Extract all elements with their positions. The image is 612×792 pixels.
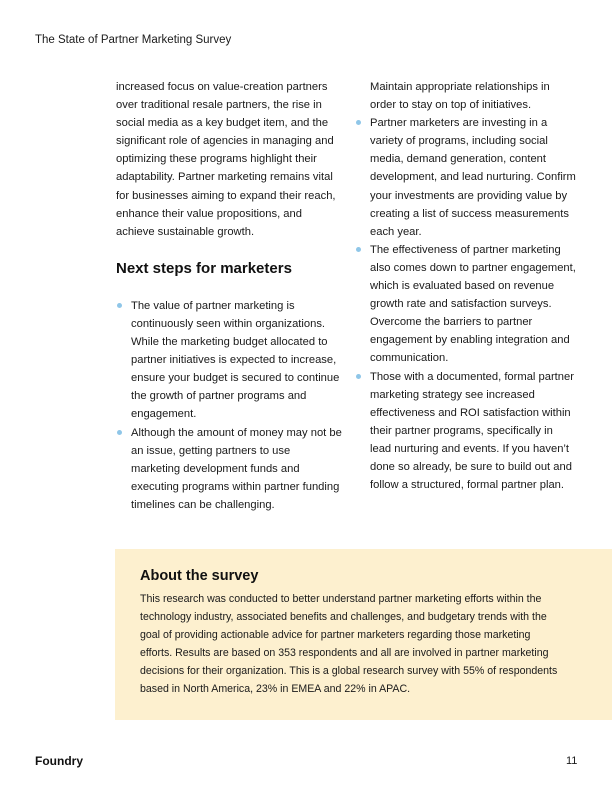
- bullet-text: Partner marketers are investing in a variety of programs, including social media, demand generation, content development, and lead nurturing. Confirm your investments are providing value by creating a list of success measurements each year.: [370, 117, 576, 238]
- bullet-dot-icon: [356, 247, 361, 252]
- bullet-item: [355, 368, 577, 495]
- right-column: [355, 78, 577, 494]
- about-survey-text: This research was conducted to better understand partner marketing efforts within the technology industry, associated benefits and challenges, and budgetary trends with the goal of providing actionable advice for partner marketers regarding those marketing efforts. Results are based on 353 respondents and all are involved in partner marketing decisions for their organization. This is a global research survey with 55% of respondents based in North America, 23% in EMEA and 22% in APAC.: [140, 593, 558, 696]
- bullet-text: The effectiveness of partner marketing also comes down to partner engagement, which is evaluated based on revenue growth rate and satisfaction surveys. Overcome the barriers to partner engagement by enabling integration and communication.: [370, 243, 576, 365]
- about-survey-box: [115, 549, 612, 720]
- next-steps-bullet-list: [116, 297, 342, 514]
- page-number: 11: [566, 755, 578, 767]
- bullet-item: [355, 241, 577, 368]
- bullet-dot-icon: [117, 303, 122, 308]
- bullet-dot-icon: [356, 374, 361, 379]
- bullet-item: [116, 424, 342, 514]
- bullet-text: Although the amount of money may not be an issue, getting partners to use marketing development funds and executing programs within partner funding timelines can be challenging.: [131, 426, 342, 511]
- right-bullet-list: [355, 114, 577, 494]
- bullet-dot-icon: [117, 430, 122, 435]
- section-heading-next-steps: Next steps for marketers: [116, 259, 292, 277]
- bullet-item: [116, 297, 342, 424]
- bullet-text: The value of partner marketing is continuously seen within organizations. While the marketing budget allocated to partner initiatives is expected to increase, ensure your budget is secured to continue the growth of partner programs and engagement.: [131, 299, 340, 421]
- bullet-text: Those with a documented, formal partner marketing strategy see increased effectiveness and ROI satisfaction within their partner programs, specifically in lead nurturing and events. If you haven’t done so already, be sure to build out and follow a structured, formal partner plan.: [370, 370, 574, 492]
- bullet-item: [355, 114, 577, 241]
- intro-paragraph: increased focus on value-creation partners over traditional resale partners, the rise in social media as a key budget item, and the significant role of agencies in managing and optimizing these programs highlight their adaptability. Partner marketing remains vital for businesses aiming to expand their reach, enhance their value propositions, and achieve sustainable growth.: [116, 81, 336, 238]
- foundry-logo: Foundry: [35, 754, 83, 768]
- bullet-dot-icon: [356, 120, 361, 125]
- bullet-continuation-text: Maintain appropriate relationships in order to stay on top of initiatives.: [370, 81, 550, 112]
- document-header-title: The State of Partner Marketing Survey: [35, 34, 232, 46]
- about-survey-title: About the survey: [140, 568, 259, 584]
- left-column: [116, 78, 342, 514]
